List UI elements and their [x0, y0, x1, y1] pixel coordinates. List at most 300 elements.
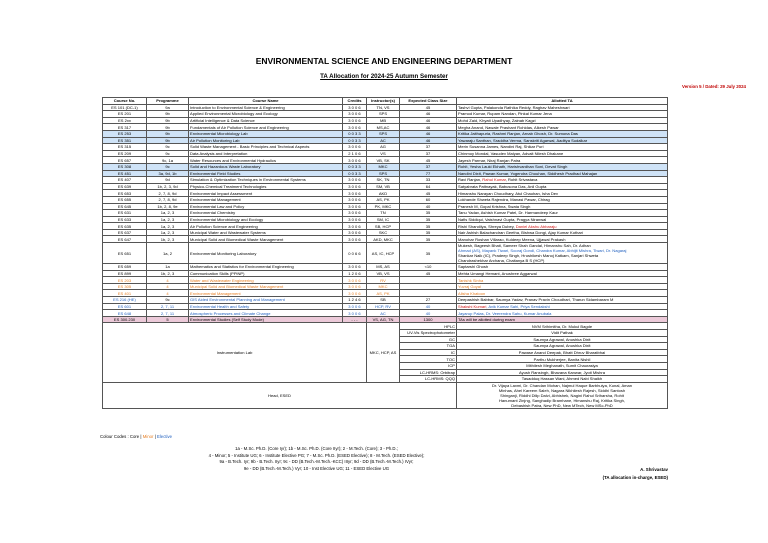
instructors-cell: SPS — [367, 170, 400, 177]
allotted-ta-cell: Nafis Siddiqui, Vaishnavi Gupta, Pragya Niranwal — [457, 216, 668, 223]
instructors-cell: HCP, RV — [367, 303, 400, 310]
allotted-ta-cell: Manohar Roshan Villarao, Kuldeep Meena, Ujjawal Prakash — [457, 236, 668, 243]
col-programme: Programme — [147, 98, 189, 105]
legend-line: 4 - Minor; 5 - Institute UG; 6 - Institute Elective PG; 7 - M.Sc. Ph.D. (ESED Elective); 8 - M.Tech. (ESED Elective); — [208, 452, 425, 458]
allotted-ta-cell — [457, 382, 668, 408]
class-size-cell: 46 — [400, 111, 457, 118]
allotted-ta-cell: Pramod Kumar, Rupam Nandan, Pinkal Kumar Jena — [457, 111, 668, 118]
legend-line: 1a - M.Sc. Ph.D. (Core Iyr); 1b - M.Sc. Ph.D. (Core IIyr); 2 - M.Tech. (Core); 3 - Ph.D.; — [235, 446, 398, 451]
credits-cell: 1 2 4 6 — [343, 297, 367, 304]
allotted-ta-cell: Saptarshi Ghosh — [457, 264, 668, 271]
instructors-cell: SB — [367, 297, 400, 304]
table-row — [103, 157, 668, 164]
credits-cell: 3 0 0 6 — [343, 157, 367, 164]
instructors-cell: AKD, MKC — [367, 236, 400, 243]
equipment-cell: UV-Vis Spectrophotometer — [400, 330, 457, 337]
credits-cell: 3 0 0 6 — [343, 203, 367, 210]
class-size-cell: 64 — [400, 183, 457, 190]
course-no-cell: ES 305 — [103, 283, 147, 290]
col-credits: Credits — [343, 98, 367, 105]
credits-cell: 3 0 0 6 — [343, 144, 367, 151]
class-size-cell: 37 — [400, 144, 457, 151]
programme-cell: 2, 7, 11 — [147, 310, 189, 317]
equipment-cell: IC — [400, 349, 457, 356]
table-row — [103, 130, 668, 137]
allotted-ta-cell: Tanishk Sinha — [457, 277, 668, 284]
programme-cell: 9a — [147, 104, 189, 111]
instructors-cell: VS, AG, TN — [367, 316, 400, 323]
course-no-cell: ES 637 — [103, 229, 147, 236]
class-size-cell: 40 — [400, 203, 457, 210]
table-row — [103, 270, 668, 277]
class-size-cell: 35 — [400, 216, 457, 223]
equipment-cell: LC-HRMS: Orbitrap — [400, 369, 457, 376]
instructors-cell: SPS — [367, 130, 400, 137]
course-no-cell: ES 633 — [103, 216, 147, 223]
allotted-ta-cell: Mithilesh Meghanath, Sumit Chaurasiya — [457, 362, 668, 369]
class-size-cell: 45 — [400, 157, 457, 164]
programme-cell: 3a, 9d, 1b — [147, 170, 189, 177]
equipment-cell: TGA — [400, 343, 457, 350]
table-row — [103, 196, 668, 203]
course-name-cell: Environmental Microbiology Lab — [189, 130, 343, 137]
instructors-cell: MS,AC — [367, 124, 400, 131]
programme-cell: 1a, 2, 3 — [147, 216, 189, 223]
instructors-cell: SK, TN — [367, 177, 400, 184]
class-size-cell: 37 — [400, 163, 457, 170]
class-size-cell: 77 — [400, 170, 457, 177]
instructors-cell: AC — [367, 310, 400, 317]
course-name-cell: Environmental Studies (Self Study Mode) — [189, 316, 343, 323]
allotted-ta-cell: Jayarup Palas, Dr. Veerendra Sahu, Kumar Anubala — [457, 310, 668, 317]
class-size-cell: 46 — [400, 137, 457, 144]
credits-cell: 3 0 0 6 — [343, 117, 367, 124]
table-row — [103, 223, 668, 230]
programme-cell: 9c, 1a — [147, 157, 189, 164]
credits-cell: 3 0 0 6 — [343, 210, 367, 217]
allotted-ta-cell: Ayush Ransingh, Bhavana Kanwar, Jyoti Mishra — [457, 369, 668, 376]
instrumentation-lab-label: Instrumentation Lab — [103, 323, 367, 382]
course-name-cell: Atmospheric Processes and Climate Change — [189, 310, 343, 317]
version-label: Version 5 / Dated: 29 July 2024 — [682, 84, 746, 89]
equipment-cell: HPLC — [400, 323, 457, 330]
highlighted-ta-name: Shakshi Kumari — [458, 303, 487, 309]
course-no-cell: ES 451 — [103, 170, 147, 177]
table-row — [103, 216, 668, 223]
course-no-cell: ES 647 — [103, 236, 147, 243]
course-no-cell: ES 203 — [103, 277, 147, 284]
course-name-cell: Water and Wastewater Engineering — [189, 277, 343, 284]
table-header-row — [103, 98, 668, 105]
page-subtitle: TA Allocation for 2024-25 Autumn Semester — [320, 73, 448, 80]
allotted-ta-cell: Ravi Ranjan, Rahul Kumar, Rohit Srivastava — [457, 177, 668, 184]
table-row — [103, 229, 668, 236]
allotted-ta-cell: Rohit, Yesha Lauki Ekhath, Harishvardhan Soni, Devat Singh — [457, 163, 668, 170]
credits-cell: 3 0 0 6 — [343, 283, 367, 290]
credits-cell: 0 0 3 3 — [343, 170, 367, 177]
programme-cell: 4 — [147, 290, 189, 297]
course-name-cell: Municipal Solid and Biomedical Waste Management — [189, 236, 343, 243]
allotted-ta-cell: Megha Anand, Nawale Prashant Rohidas, Alkesh Pawar — [457, 124, 668, 131]
table-row — [103, 264, 668, 271]
head-row — [103, 382, 668, 408]
course-name-cell: GIS Aided Environmental Planning and Management — [189, 297, 343, 304]
credits-cell: 3 0 0 6 — [343, 229, 367, 236]
table-row — [103, 104, 668, 111]
class-size-cell: 33 — [400, 177, 457, 184]
colour-elective: Elective — [156, 434, 173, 439]
course-no-cell: ES 645 — [103, 203, 147, 210]
equipment-cell: LC-HRMS: QQQ — [400, 376, 457, 383]
credits-cell: 3 0 0 6 — [343, 104, 367, 111]
credits-cell: 3 0 0 6 — [343, 124, 367, 131]
credits-cell: 3 0 0 6 — [343, 290, 367, 297]
credits-cell: 3 0 0 6 — [343, 277, 367, 284]
programme-cell: 1a, 2, 3 — [147, 210, 189, 217]
instructors-cell: AS, IC, HCP — [367, 243, 400, 264]
course-name-cell: Solid and Hazardous Waste Laboratory — [189, 163, 343, 170]
allotted-ta-cell: Vidit Pathak — [457, 330, 668, 337]
course-name-cell: Environmental Law and Policy — [189, 203, 343, 210]
ta-line: Chandrashekhar Archana, Chaitanya B S (HCP) — [458, 258, 545, 264]
table-row — [103, 150, 668, 157]
course-no-cell: ES 657 — [103, 157, 147, 164]
course-no-cell: ES 651 — [103, 243, 147, 264]
credits-cell: 3 0 0 6 — [343, 236, 367, 243]
course-name-cell: Data Analysis and Interpretation — [189, 150, 343, 157]
programme-cell: 1b, 2, 3, 9d — [147, 183, 189, 190]
class-size-cell: 1300 — [400, 316, 457, 323]
course-no-cell: ES 601 — [103, 303, 147, 310]
credits-cell: 3 0 0 6 — [343, 196, 367, 203]
programme-cell: 1a, 2, 3 — [147, 229, 189, 236]
credits-cell: 1 2 0 6 — [343, 270, 367, 277]
programme-cell: 1b, 2, 3 — [147, 270, 189, 277]
instructors-cell: SM, VB — [367, 183, 400, 190]
course-name-cell: Environmental Field Studies — [189, 170, 343, 177]
class-size-cell: 45 — [400, 270, 457, 277]
allotted-ta-cell: TAs will be allotted during exam — [457, 316, 668, 323]
course-name-cell: Environmental Microbiology and Ecology — [189, 216, 343, 223]
table-row — [103, 163, 668, 170]
credits-cell: 0 0 3 3 — [343, 130, 367, 137]
instructors-cell: AKD — [367, 190, 400, 197]
instructors-cell: AS, PK — [367, 196, 400, 203]
allotted-ta-cell: Saumya Agrawal, Anushka Dixit — [457, 336, 668, 343]
course-no-cell: ES 351 — [103, 137, 147, 144]
course-name-cell: Environmental Management — [189, 196, 343, 203]
course-name-cell: Environmental Impact Assessment — [189, 190, 343, 197]
credits-cell: 3 0 0 6 — [343, 303, 367, 310]
equipment-cell: GC — [400, 336, 457, 343]
class-size-cell — [400, 290, 457, 297]
programme-cell: 9b — [147, 111, 189, 118]
allotted-ta-cell: NVM Srihimitha, Dr. Mukul Bagde — [457, 323, 668, 330]
credits-cell: 3 0 0 6 — [343, 177, 367, 184]
instructors-cell: SM, IC — [367, 216, 400, 223]
programme-cell: 1a, 2, 3 — [147, 223, 189, 230]
allotted-ta-cell: Satyabrata Pattnayak, Babusona Das, Anil Gupta — [457, 183, 668, 190]
ta-line: Shankar Naik (IC), Pradeep Singh, Hrushikesh Manoj Katkam, Sanjari Shweta — [458, 253, 599, 259]
table-row — [103, 203, 668, 210]
credits-cell: 0 0 3 3 — [343, 137, 367, 144]
allotted-ta-cell: Parthu Mukherjee, Banita Nishil — [457, 356, 668, 363]
ta-line: Debashish Patra, New PhD, New MTech, New MSc-PhD — [511, 402, 613, 408]
course-name-cell: Environmental Health and Safety — [189, 303, 343, 310]
course-no-cell: ES 2xx — [103, 117, 147, 124]
course-name-cell: Environmental Management — [189, 290, 343, 297]
programme-cell: 2, 7, 8, 9d — [147, 190, 189, 197]
course-no-cell: ES 899 — [103, 270, 147, 277]
allotted-ta-cell: Nandini Dixit, Pawan Kumar, Yogendra Chouhan, Siddhesh Pradhad Mahajan — [457, 170, 668, 177]
ta-line: Dr. Vijaya Laxmi, Dr. Chandan Mohan, Najmul Haque Barbhuiya, Kunal, Aman — [491, 382, 633, 388]
course-name-cell: Environmental Monitoring Laboratory — [189, 243, 343, 264]
instructors-cell: VB, SK — [367, 157, 400, 164]
table-row — [103, 210, 668, 217]
class-size-cell: 45 — [400, 104, 457, 111]
colour-codes: Colour Codes : Core | Minor | Elective — [100, 434, 173, 439]
highlighted-ta-name: Daniel Akshu Abbaraju — [515, 223, 557, 229]
course-name-cell: Physico-Chemical Treatment Technologies — [189, 183, 343, 190]
allotted-ta-cell: Kritika Jaithapuria, Rashmi Ranjan, Arnab Ghosh, Dr. Sumona Das — [457, 130, 668, 137]
instructors-cell: TN, VS — [367, 104, 400, 111]
course-name-cell: Municipal Solid and Biomedical Waste Management — [189, 283, 343, 290]
table-row — [103, 190, 668, 197]
col-course-name: Course Name — [189, 98, 343, 105]
course-no-cell: ES 101 (DC-1) — [103, 104, 147, 111]
programme-cell: 9c — [147, 297, 189, 304]
course-no-cell: ES 300.230 — [103, 316, 147, 323]
col-course-no: Course No. — [103, 98, 147, 105]
programme-cell: 2, 7, 8, 9d — [147, 196, 189, 203]
table-row — [103, 117, 668, 124]
allotted-ta-cell: Tashvi Gupta, Palakonda Rathika Reddy, Raghav Maheshwari — [457, 104, 668, 111]
instrument-row — [103, 323, 668, 330]
programme-cell: 4 — [147, 283, 189, 290]
colour-codes-label: Colour Codes : — [100, 434, 129, 439]
allotted-ta-cell: Chinmoy Mondal, Vasudev Malyan, Advait Nilesh Dhakane — [457, 150, 668, 157]
class-size-cell: 40 — [400, 303, 457, 310]
table-row — [103, 316, 668, 323]
programme-cell: 9c — [147, 150, 189, 157]
class-size-cell: 35 — [400, 223, 457, 230]
course-no-cell: ES 659 — [103, 264, 147, 271]
instructors-cell: MS, AS — [367, 264, 400, 271]
instructors-cell: MKC — [367, 163, 400, 170]
colour-minor: Minor — [142, 434, 154, 439]
equipment-cell: ICP — [400, 362, 457, 369]
programme-cell: 1a — [147, 264, 189, 271]
ta-allocation-table — [102, 97, 668, 409]
course-name-cell: Artificial Intelligence & Data Science — [189, 117, 343, 124]
programme-cell: 9c — [147, 163, 189, 170]
course-no-cell: ES 653 — [103, 190, 147, 197]
programme-cell: 2, 7, 11 — [147, 303, 189, 310]
page-title: ENVIRONMENTAL SCIENCE AND ENGINEERING DEPARTMENT — [255, 56, 513, 66]
signature-block — [603, 466, 668, 482]
programme-cell: 1a, 2 — [147, 243, 189, 264]
class-size-cell: 27 — [400, 297, 457, 304]
table-row — [103, 290, 668, 297]
course-no-cell: ES 201 — [103, 111, 147, 118]
ta-line: Hanumant Zinjng, Sanghadip Bramhane, Himanshu Raj, Kritika Singh, — [499, 397, 625, 403]
allotted-ta-cell: Himanshu Narayan Choudhary, Atul Chauhan, Isha Dev — [457, 190, 668, 197]
course-name-cell: Simulation & Optimization Techniques in Environmental Systems — [189, 177, 343, 184]
instructors-cell: VS — [367, 150, 400, 157]
ta-line: Minhas, Ahel Kareem Saleh, Nagara Nikhilesh Rajesh, Siddhi Santosh — [498, 387, 626, 393]
course-no-cell: ES 308 — [103, 163, 147, 170]
course-no-cell: ES 639 — [103, 183, 147, 190]
class-size-cell: <10 — [400, 264, 457, 271]
course-no-cell: ES 317 — [103, 124, 147, 131]
table-row — [103, 183, 668, 190]
allotted-ta-cell: Saumya Agrawal, Anushka Dixit — [457, 343, 668, 350]
course-name-cell: Applied Environmental Microbiology and Ecology — [189, 111, 343, 118]
programme-cell: 1b, 2, 8, 9e — [147, 203, 189, 210]
legend-line: 9e - DD (B.Tech.-M.Tech.) Vyr; 10 - Inst Elective UG; 11 - ESED Elective UG — [243, 465, 390, 471]
class-size-cell: 46 — [400, 124, 457, 131]
allotted-ta-cell: Pawase Anand Deepak, Bhatt Dhruv Bharatbhai — [457, 349, 668, 356]
allotted-ta-cell: Pranesh M, Gopal Krishna, Swata Singh — [457, 203, 668, 210]
class-size-cell — [400, 283, 457, 290]
credits-cell: 3 0 0 6 — [343, 111, 367, 118]
col-instructors: Instructor(s) — [367, 98, 400, 105]
legend-line: 9a - B.Tech. Iyr; 9b - B.Tech. IIyr; 9c - DD (B.Tech.-M.Tech.-KCC) IIIyr; 9d - DD (B.Tech.-M.Tech.) IVyr; — [219, 459, 414, 465]
allotted-ta-cell: Deepashish Babbar, Saumya Yadav, Pranav Pravin Choudhari, Tharun Sidambaram M — [457, 297, 668, 304]
credits-cell: 3 0 0 6 — [343, 216, 367, 223]
course-no-cell: ES 407 — [103, 177, 147, 184]
table-row — [103, 283, 668, 290]
course-name-cell: Communication Skills (PPiNP) — [189, 270, 343, 277]
credits-cell: 3 0 0 6 — [343, 223, 367, 230]
colour-core: Core — [129, 434, 140, 439]
programme-cell: 9b — [147, 124, 189, 131]
instructors-cell: VB, VS — [367, 270, 400, 277]
instructors-cell: AS, PK — [367, 290, 400, 297]
course-name-cell: Air Pollution Monitoring Lab — [189, 137, 343, 144]
table-row — [103, 236, 668, 243]
allotted-ta-cell: Tanu Yadav, Ashish Kumar Patel, Dr. Harmandeep Kaur — [457, 210, 668, 217]
allotted-ta-cell: Alisha Khatoon — [457, 290, 668, 297]
allotted-ta-cell: Nair Ashish Balachandran Geetha, Bishwa Dongi, Ajay Kumar Kothari — [457, 229, 668, 236]
allotted-ta-cell: Rishi Shandilya, Shreya Dubey, Daniel Akshu Abbaraju — [457, 223, 668, 230]
course-name-cell: Fundamentals of Air Pollution Science and Engineering — [189, 124, 343, 131]
table-row — [103, 177, 668, 184]
class-size-cell: 46 — [400, 130, 457, 137]
credits-cell: 3 0 0 6 — [343, 264, 367, 271]
credits-cell: 3 0 0 6 — [343, 183, 367, 190]
course-no-cell: ES 253 — [103, 130, 147, 137]
course-no-cell: ES 631 — [103, 210, 147, 217]
course-no-cell: ES 401 — [103, 290, 147, 297]
instructors-cell: MKC — [367, 283, 400, 290]
class-size-cell: 60 — [400, 196, 457, 203]
credits-cell: 2 1 0 6 — [343, 150, 367, 157]
ta-line: Mukesh, Bageesh Bhati, Sameer Shah Gandal, Himanshu Sah, Dr. Adhan — [458, 243, 591, 249]
allotted-ta-cell: Shakshi Kumari, Avik Kumar Sahi, Priya Sendakshi — [457, 303, 668, 310]
programme-cell: 4 — [147, 277, 189, 284]
programme-cell: 9b — [147, 130, 189, 137]
instructors-cell: SPS — [367, 111, 400, 118]
instructors-cell: SB, HCP — [367, 223, 400, 230]
course-name-cell: Mathematics and Statistics for Environmental Engineering — [189, 264, 343, 271]
class-size-cell: 45 — [400, 190, 457, 197]
table-row — [103, 124, 668, 131]
course-no-cell: ES 315 — [103, 144, 147, 151]
allotted-ta-cell: Mohd Zaid, Khyati Upadhyay, Zainab Kagzi — [457, 117, 668, 124]
instructors-cell: RV — [367, 277, 400, 284]
highlighted-ta-name: Rahul Kumar — [482, 177, 506, 183]
course-name-cell: Solid Waste Management - Basic Principles and Technical Aspects — [189, 144, 343, 151]
instructors-cell: PK, MKC — [367, 203, 400, 210]
programme-cell: 9b — [147, 117, 189, 124]
programme-cell: 5 — [147, 316, 189, 323]
instructors-cell: MB — [367, 117, 400, 124]
course-name-cell: Environmental Chemistry — [189, 210, 343, 217]
allotted-ta-cell: Jayesh Parmar, Niraj Ranjan Patra — [457, 157, 668, 164]
credits-cell: 0 0 6 6 — [343, 243, 367, 264]
allotted-ta-cell: Merin Susanna James, Nandini Raj, Shikar Puri — [457, 144, 668, 151]
programme-cell: 9b — [147, 137, 189, 144]
table-row — [103, 243, 668, 264]
table-row — [103, 144, 668, 151]
allotted-ta-cell: Lokhande Shweta Rajendra, Manasi Pawar, Chirag — [457, 196, 668, 203]
table-row — [103, 277, 668, 284]
equipment-cell: TOC — [400, 356, 457, 363]
class-size-cell: 35 — [400, 236, 457, 243]
ta-line: Shinganji, Riddhi Dilip Dalvi, Abhishek, Nagini Rahul Sriharsha, Rohit — [500, 392, 624, 398]
credits-cell: - - - — [343, 316, 367, 323]
course-name-cell: Air Pollution Science and Engineering — [189, 223, 343, 230]
table-row — [103, 303, 668, 310]
table-row — [103, 297, 668, 304]
credits-cell: 0 0 3 3 — [343, 163, 367, 170]
class-size-cell: 35 — [400, 243, 457, 264]
instructors-cell: MKC, HCP, AS — [367, 323, 400, 382]
signatory-name: A. Shrivastav — [640, 467, 668, 472]
course-no-cell: ES 635 — [103, 223, 147, 230]
col-class-size: Expected Class Size — [400, 98, 457, 105]
credits-cell: 3 0 0 6 — [343, 310, 367, 317]
allotted-ta-cell: Tasadduq Hassan Wani, Ahmed Nabi Shaikh — [457, 376, 668, 383]
course-name-cell: Municipal Water and Wastewater Systems — [189, 229, 343, 236]
programme-cell: 9d — [147, 177, 189, 184]
allotted-ta-cell: Mehta Umangi Hemant, Anushree Aggarwal — [457, 270, 668, 277]
programme-legend — [104, 446, 529, 472]
class-size-cell — [400, 277, 457, 284]
class-size-cell: 37 — [400, 150, 457, 157]
credits-cell: 3 0 0 6 — [343, 190, 367, 197]
instructors-cell: TN — [367, 210, 400, 217]
class-size-cell: 35 — [400, 210, 457, 217]
allotted-ta-cell: Yuvraj Goyal — [457, 283, 668, 290]
programme-cell: 1b, 2, 3 — [147, 236, 189, 243]
instructors-cell: AG — [367, 144, 400, 151]
table-row — [103, 170, 668, 177]
signatory-role: (TA allocation in-charge, ESED) — [602, 475, 668, 480]
class-size-cell: 40 — [400, 310, 457, 317]
course-name-cell: Water Resources and Environmental Hydraulics — [189, 157, 343, 164]
table-row — [103, 137, 668, 144]
course-no-cell: ES 209 — [103, 150, 147, 157]
col-allotted-ta: Allotted TA — [457, 98, 668, 105]
allotted-ta-cell — [457, 243, 668, 264]
ta-line: Ahmad (AS), Mayank Tiwari, Sooraj Gondi, Chandra Kumar, Abhijit Mishra, Tiwari, Dr. Nagaraj — [458, 248, 627, 254]
instructors-cell: SKC — [367, 229, 400, 236]
class-size-cell: 35 — [400, 229, 457, 236]
course-name-cell: Introduction to Environmental Science & Engineering — [189, 104, 343, 111]
programme-cell: 9c — [147, 144, 189, 151]
